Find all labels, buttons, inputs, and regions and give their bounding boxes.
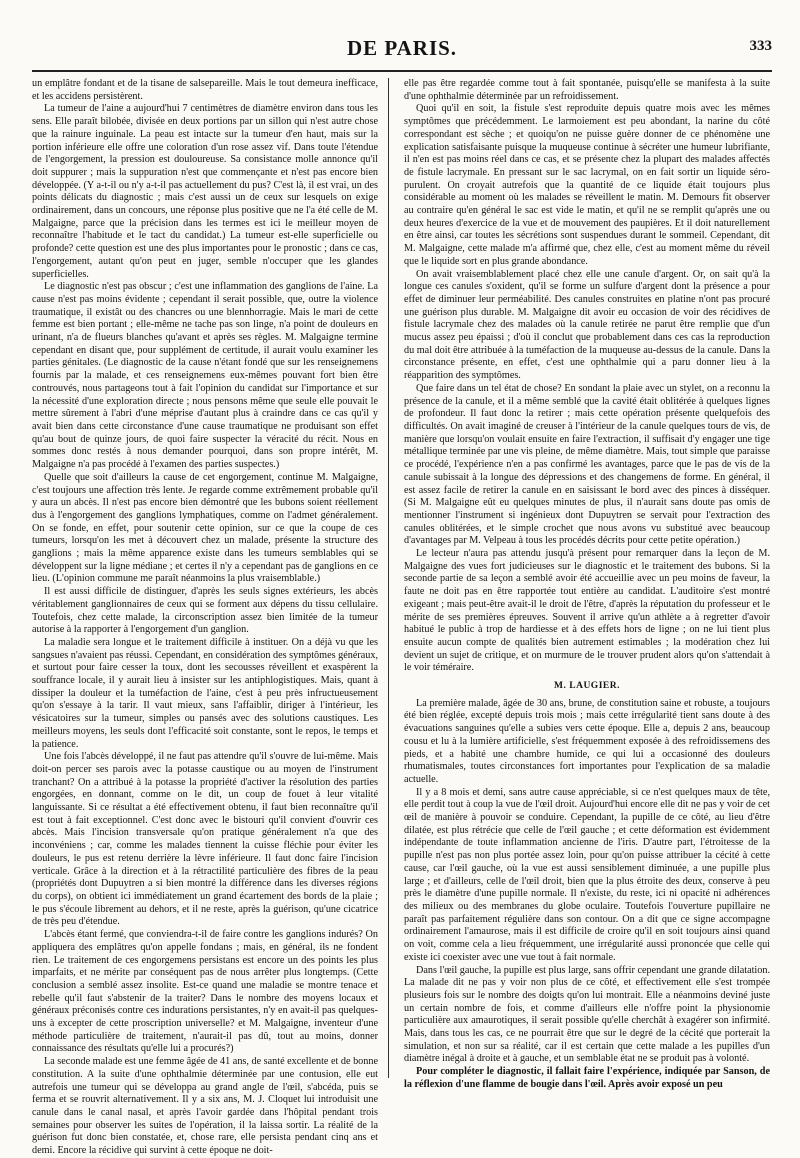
paragraph: Que faire dans un tel état de chose? En sondant la plaie avec un stylet, on a reconnu la présence de la canule, et il a même semblé que la cavité était oblitérée à quelques lignes de profondeur. Il faut donc la retirer ; mais cette opération présente quelquefois des difficultés. On avait imaginé de creuser à l'intérieur de la canule quelques tours de vis, de manière que lorsqu'on voulait ensuite en faire l'extraction, il suffisait d'y engager une tige métallique terminée par une vis pleine, de même diamètre. Mais, tout simple que paraisse ce procédé, l'expérience n'en a pas confirmé les avantages, parce que le pas de vis de la canule subissait à la longue des dépressions et des changemens de forme. En général, il est assez facile de retirer la canule en en saisissant le bord avec des pinces à disséquer. (Si M. Malgaigne eût eu quelques minutes de plus, il n'aurait sans doute pas omis de mentionner l'instrument si ingénieux dont Dupuytren se servait pour l'extraction des canules oblitérées, et le simple crochet que nous avons vu substitué avec beaucoup d'avantages par M. Velpeau à tous les procédés décrits pour cette petite opération.) — [404, 382, 770, 547]
paragraph: un emplâtre fondant et de la tisane de salsepareille. Mais le tout demeura inefficace, et les accidens persistèrent. — [32, 78, 378, 102]
column-divider — [388, 78, 389, 1078]
paragraph: La première malade, âgée de 30 ans, brune, de constitution saine et robuste, a toujours été bien réglée, excepté depuis trois mois ; mais cette irrégularité tient sans doute à des évacuations sanguines qu'elle a subies vers cette époque. Elle a, depuis 2 ans, beaucoup cousu et lu à la lumière artificielle, s'est fréquemment exposée à des refroidissemens des pieds, et a habité une chambre humide, ce qui lui a occasionné des douleurs rhumatismales, toutes circonstances fort importantes pour l'explication de sa maladie actuelle. — [404, 697, 770, 785]
paragraph: Quoi qu'il en soit, la fistule s'est reproduite depuis quatre mois avec les mêmes symptômes que précédemment. Le larmoiement est peu abondant, la narine du côté correspondant est sèche ; et quoiqu'on ne puisse guère donner de ce phénomène une explication satisfaisante puisque la muqueuse continue à sécréter une humeur lubrifiante, il n'en est pas moins réel dans ce cas, et se présente chez la plupart des malades affectés de fistule lacrymale. En pressant sur le sac lacrymal, on en fait sortir un liquide séro-purulent. On croyait autrefois que la quantité de ce liquide était toujours plus considérable au moment où les malades se réveillent le matin. M. Demours fit observer au contraire qu'en général le sac est vide le matin, et qu'il ne se remplit qu'après une ou deux heures d'exercice de la vue et de mouvement des paupières. Et il doit naturellement en être ainsi, car toutes les sécrétions sont suspendues durant le sommeil. Cependant, dit M. Malgaigne, cette malade m'a affirmé que, chez elle, c'est au moment même du réveil que le liquide sort en plus grande abondance. — [404, 103, 770, 267]
paragraph: Dans l'œil gauche, la pupille est plus large, sans offrir cependant une grande dilatation. La malade dit ne pas y voir non plus de ce côté, et effectivement elle s'est trompée plusieurs fois sur le nombre des doigts qu'on lui montrait. Elle a néanmoins deviné juste un certain nombre de fois, et comme d'ailleurs elle n'offre point la physionomie particulière aux amaurotiques, il serait possible qu'elle cherchât à exagérer son infirmité. Mais, dans tous les cas, ce ne pourrait être que sur le degré de la cécité que porterait la simulation, et non sur sa réalité, car il est certain que cette malade a les pupilles d'un diamètre inégal à droite et à gauche, et un semblable état ne se produit pas à volonté. — [404, 964, 770, 1065]
paragraph: La seconde malade est une femme âgée de 41 ans, de santé excellente et de bonne constitution. A la suite d'une ophthalmie déterminée par une contusion, elle eut autrefois une tumeur qui se développa au grand angle de l'œil, s'abcéda, puis se ferma et se rouvrit alternativement. Il y a six ans, M. J. Cloquet lui introduisit une canule dans le canal nasal, et après l'avoir gardée dans l'hôpital pendant trois semaines pour observer les suites de l'opération, il la laissa sortir. La réalité de la guérison fut donc bien constatée, et, chose rare, elle persista pendant cinq ans et demi. Encore la récidive qui survint à cette époque ne doit- — [32, 1056, 378, 1157]
paragraph: Le diagnostic n'est pas obscur ; c'est une inflammation des ganglions de l'aine. La cause n'est pas moins évidente ; cependant il serait possible, que, outre la violence traumatique, il existât ou des chancres ou une blennhorragie. Mais le mari de cette femme est bien portant ; elle-même ne tache pas son linge, n'a point de douleurs en urinant, n'a de flueurs blanches qu'avant et après ses règles. M. Malgaigne termine cependant en disant que, pour supplément de certitude, il aurait voulu examiner les parties génitales. (Le diagnostic de la cause n'étant fondé que sur les renseignemens fournis par la malade, et ces renseignemens eux-mêmes pouvant fort bien être controuvés, nous partageons tout à fait l'opinion du candidat sur l'importance et sur la nécessité d'une exploration directe ; nous pensons même que seule elle pouvait le mettre sûrement à l'abri d'une méprise d'autant plus à craindre dans ce cas qu'il y avait bien dans cette circonstance d'une cause traumatique ne produisant son effet qu'au bout de quinze jours, de quoi faire suspecter la véracité du récit. Nous en sommes donc restés à nous demander pourquoi, dans son propre intérêt, M. Malgaigne n'a pas procédé à l'examen des parties suspectes.) — [32, 281, 378, 471]
paragraph: elle pas être regardée comme tout à fait spontanée, puisqu'elle se manifesta à la suite d'une ophthalmie déterminée par un refroidissement. — [404, 78, 770, 102]
right-column — [404, 78, 770, 1092]
paragraph: Il y a 8 mois et demi, sans autre cause appréciable, si ce n'est quelques maux de tête, elle perdit tout à coup la vue de l'œil droit. Aujourd'hui encore elle dit ne pas y voir de cet œil de manière à pouvoir se conduire. Cependant, la pupille de ce côté, au lieu d'être dilatée, est plus rétrécie que celle de l'œil gauche ; et cette déformation est évidemment indépendante de toute inflammation ancienne de l'iris. D'autre part, l'étroitesse de la pupille n'est pas non plus portée assez loin, pour qu'on puisse attribuer la cécité à cette cause, car l'œil gauche, où la vue est aussi sensiblement diminuée, a une pupille plus large ; et d'ailleurs, celle de l'œil droit, bien que la plus étroite des deux, conserve à peu près le diamètre d'une pupille normale. Il n'existe, du reste, ici ni opacité ni adhérences des milieux ou des membranes du globe oculaire. Toutefois l'ouverture pupillaire ne paraît pas parfaitement régulière dans son contour. On a dit que ce signe accompagne ordinairement l'amaurose, mais il est difficile de croire qu'il en soit toujours ainsi quand on voit, comme cela a lieu fréquemment, une irrégularité aussi prononcée que celle qui existe ici coexister avec une vue tout à fait normale. — [404, 786, 770, 963]
paragraph: L'abcès étant fermé, que conviendra-t-il de faire contre les ganglions indurés? On appliquera des emplâtres qu'on appelle fondans ; mais, en général, ils ne fondent rien. Le traitement de ces engorgemens persistans est encore un des points les plus imparfaits, et ne mérite par conséquent pas de nous arrêter plus longtemps. (Cette conclusion a semblé assez insolite. Est-ce quand une maladie se montre tenace et rebelle qu'il faut s'abstenir de la traiter? Dans le nombre des moyens locaux et généraux préconisés contre ces indurations persistantes, n'y en avait-il pas quelques-uns à excepter de cette proscription universelle? et M. Malgaigne, inventeur d'une méthode particulière de traitement, n'aurait-il pas dû, tout au moins, donner connaissance des résultats qu'elle lui a procurés?) — [32, 929, 378, 1055]
paragraph: Quelle que soit d'ailleurs la cause de cet engorgement, continue M. Malgaigne, c'est toujours une affection très lente. Je regarde comme extrêmement probable qu'il y aura un abcès. Il n'est pas encore bien démontré que les bubons soient réellement dus à l'engorgement des ganglions lymphatiques, comme on l'admet généralement. On se fonde, en effet, pour soutenir cette opinion, sur ce que la coupe de ces tumeurs, lorsqu'on les met à découvert chez un malade, présente la structure des ganglions ; mais la même apparence existe dans les tumeurs semblables qui se développent sur la ligne médiane ; et certes il n'y a cependant pas de ganglions en ce lieu. (L'opinion commune me paraît néanmoins la plus vraisemblable.) — [32, 471, 378, 585]
left-column — [32, 78, 378, 1158]
paragraph: Une fois l'abcès développé, il ne faut pas attendre qu'il s'ouvre de lui-même. Mais doit-on percer ses parois avec la potasse caustique ou au moyen de l'instrument tranchant? On a attribué à la potasse la propriété d'activer la résolution des parties engorgées, en donnant, comme on le dit, un coup de fouet à leur vitalité languissante. Si ce résultat a été effectivement obtenu, il faut bien reconnaître qu'il est tout à fait exceptionnel. C'est donc avec le bistouri qu'il convient d'ouvrir ces abcès. Mais l'incision transversale qu'on pratique généralement n'a que des inconvéniens ; car, comme les malades tiennent la cuisse fléchie pour éviter les douleurs, le pus est retenu derrière la lèvre inférieure. Il faut donc faire l'incision verticale. Grâce à la direction et à la rétractilité particulière des fibres de la peau (propriétés dont Dupuytren a si bien montré la différence dans les diverses régions du corps), on obtient ici immédiatement un grand écartement des bords de la plaie ; le pus s'écoule librement au dehors, et il ne reste, après la guérison, qu'une cicatrice de très peu d'étendue. — [32, 751, 378, 928]
paragraph: Le lecteur n'aura pas attendu jusqu'à présent pour remarquer dans la leçon de M. Malgaigne des vues fort judicieuses sur le diagnostic et le traitement des bubons. Si la seconde partie de sa leçon a semblé avoir été accueillie avec un peu moins de faveur, la faute ne doit pas en être rapportée tout entière au candidat. L'auditoire s'est montré exigeant ; mais peut-être avait-il le droit de l'être, d'après la réputation du professeur et le mérite de ses premières épreuves. Souvent il arrive qu'un athlète a à regretter d'avoir habitué le public à trop de hardiesse et à des effets hors de ligne ; on ne lui tient plus ensuite aucun compte de qualités bien autrement estimables ; la modération chez lui devient un sujet de critique, et on murmure de le trouver prudent alors qu'on s'attendait à le voir téméraire. — [404, 548, 770, 674]
paragraph: On avait vraisemblablement placé chez elle une canule d'argent. Or, on sait qu'à la longue ces canules s'oxident, qu'il se forme un sulfure d'argent dont la présence a pour effet de diminuer leur perméabilité. Des canules construites en platine n'ont pas procuré une guérison plus durable. M. Malgaigne dit avoir eu occasion de voir des récidives de fistule lacrymale chez des malades où la canule retirée ne parut être remplie que d'un mucus assez peu épaissi ; d'où il conclut que probablement dans ces cas la reproduction du mal doit être attribuée à la tuméfaction de la muqueuse au-dessus de la canule. Dans la circonstance présente, en effet, c'est une ophthalmie qui a paru donner lieu à la réapparition des symptômes. — [404, 268, 770, 382]
paragraph: Pour compléter le diagnostic, il fallait faire l'expérience, indiquée par Sanson, de la réflexion d'une flamme de bougie dans l'œil. Après avoir exposé un peu — [404, 1066, 770, 1090]
paragraph: La tumeur de l'aine a aujourd'hui 7 centimètres de diamètre environ dans tous les sens. Elle paraît bilobée, divisée en deux portions par un sillon qui n'est autre chose que la rainure inguinale. La peau est intacte sur la tumeur d'en haut, mais sur la portion inférieure elle offre une coloration d'un rose assez vif. Dans toute l'étendue de l'engorgement, la pression est douloureuse. Sa consistance molle annonce qu'il doit suppurer ; mais la suppuration n'est que commençante et n'est pas encore bien développée. (Y a-t-il ou n'y a-t-il pas actuellement du pus? C'est là, il est vrai, un des points délicats du diagnostic ; mais c'est aussi un de ceux sur lesquels on exige ordinairement, dans un concours, une réponse plus positive que ne l'a été celle de M. Malgaigne, parce que la précision dans les termes est ici le meilleur moyen de reconnaître l'habitude et le tact du candidat.) La tumeur est-elle superficielle ou profonde? cette question est une des plus importantes pour le pronostic ; dans ce cas, l'engorgement, autant qu'on peut en juger, semble n'occuper que les glandes superficielles. — [32, 103, 378, 280]
page-number: 333 — [749, 38, 772, 54]
section-signature: M. LAUGIER. — [554, 681, 620, 692]
paragraph: Il est aussi difficile de distinguer, d'après les seuls signes extérieurs, les abcès véritablement ganglionnaires de ceux qui se forment aux dépens du tissu cellulaire. Toutefois, chez cette malade, la circonscription assez bien limitée de la tumeur autorise à la rapporter à l'engorgement d'un ganglion. — [32, 586, 378, 636]
running-title: DE PARIS. — [346, 36, 458, 60]
paragraph: La maladie sera longue et le traitement difficile à instituer. On a déjà vu que les sangsues n'avaient pas réussi. Cependant, en considération des symptômes généraux, et surtout pour faire cesser la toux, dont les secousses réveillent et exaspèrent la souffrance locale, il y aurait lieu à insister sur les antiphlogistiques. Mais, quant à dissiper la douleur et la tuméfaction de l'aine, c'est à peu près infructueusement qu'on s'essaye à la tarir. Il vaut mieux, sans l'affaiblir, diriger à l'intérieur, les vésicatoires sur la tumeur, simples ou pansés avec des solutions caustiques. Les meilleurs moyens, les seuls dont l'efficacité soit constante, sont le repos, le temps et la patience. — [32, 636, 378, 750]
header-rule — [32, 70, 772, 72]
